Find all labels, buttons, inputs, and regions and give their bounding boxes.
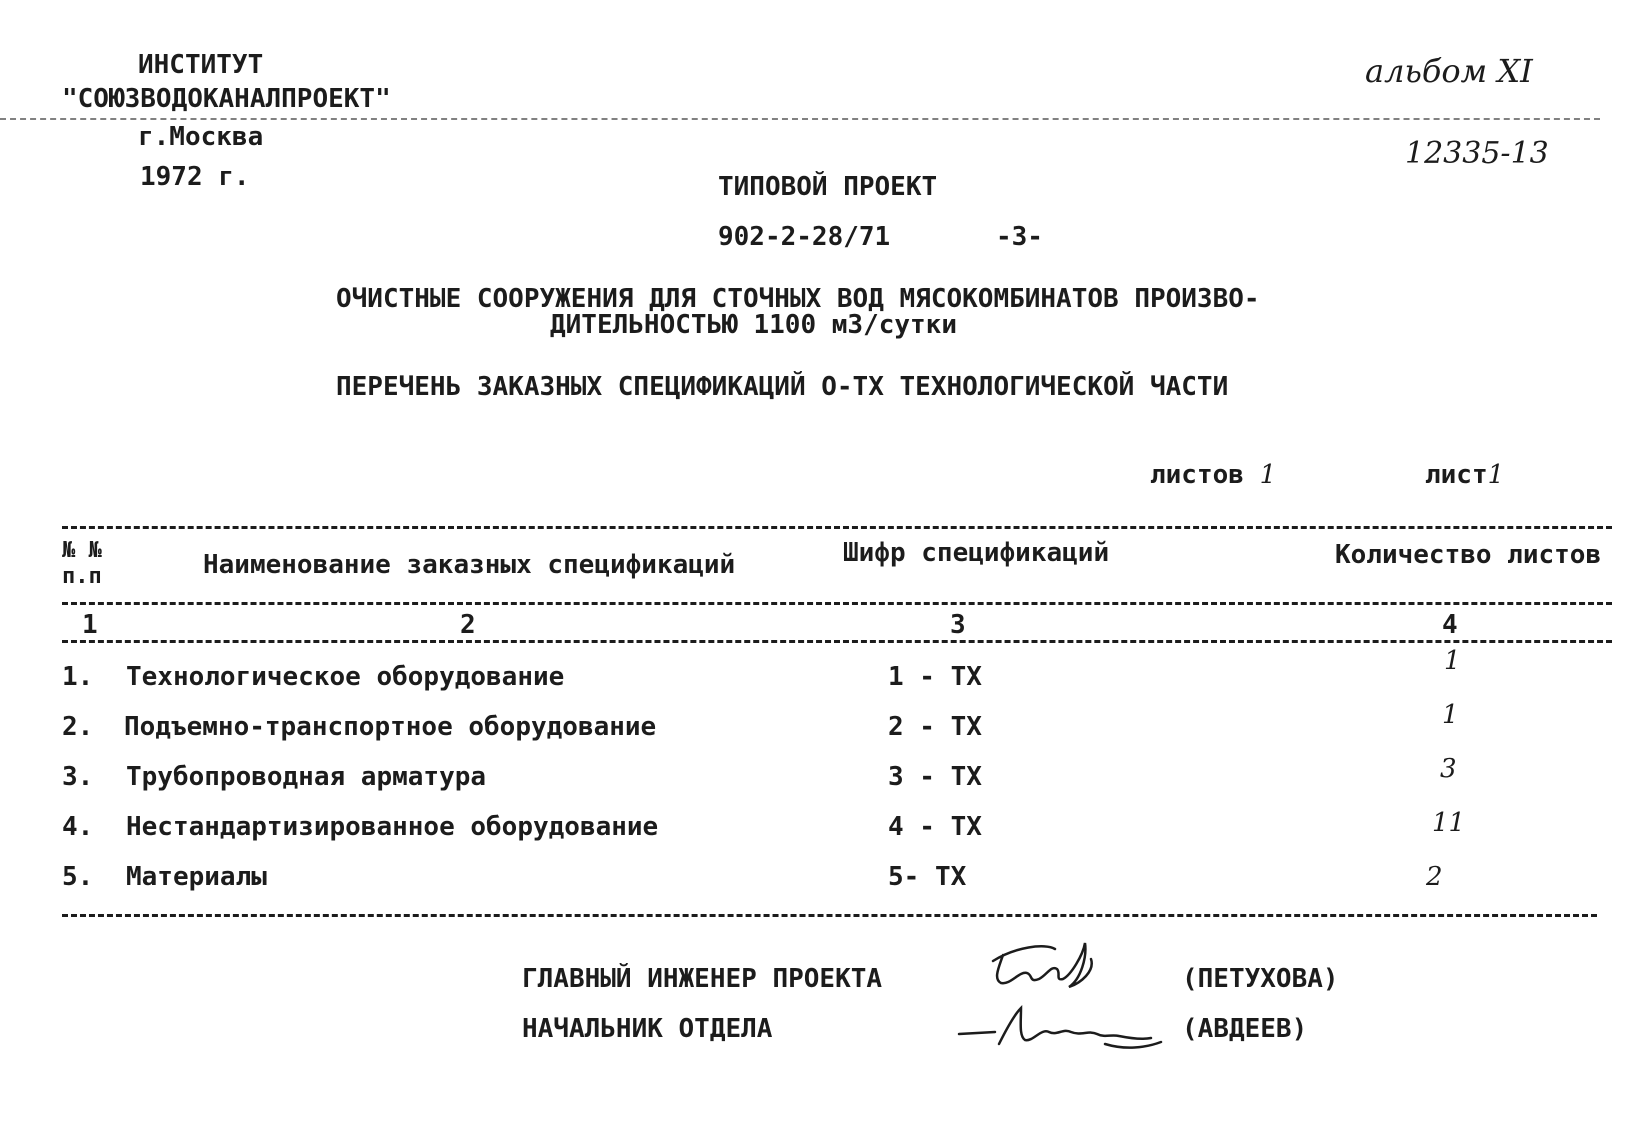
row-name: Трубопроводная арматура bbox=[126, 762, 487, 792]
col-number-1: 1 bbox=[82, 610, 98, 640]
dept-head-label: НАЧАЛЬНИК ОТДЕЛА bbox=[522, 1014, 773, 1044]
header-num bbox=[62, 538, 102, 590]
chief-engineer-label: ГЛАВНЫЙ ИНЖЕНЕР ПРОЕКТА bbox=[522, 964, 883, 994]
header-num-line1: № № bbox=[62, 538, 102, 563]
row-code: 1 - ТХ bbox=[888, 662, 982, 692]
city: г.Москва bbox=[138, 122, 264, 152]
row-count: 11 bbox=[1432, 808, 1466, 838]
row-code: 2 - ТХ bbox=[888, 712, 982, 742]
sheet-number bbox=[1425, 460, 1504, 490]
row-name: Технологическое оборудование bbox=[126, 662, 565, 692]
row-code: 4 - ТХ bbox=[888, 812, 982, 842]
album-number: 12335-13 bbox=[1405, 136, 1549, 171]
row-num: 3. bbox=[62, 762, 94, 792]
table-top-rule bbox=[62, 526, 1612, 529]
project-type: ТИПОВОЙ ПРОЕКТ bbox=[718, 172, 938, 202]
sheet-value: 1 bbox=[1487, 460, 1505, 490]
col-number-2: 2 bbox=[460, 610, 476, 640]
project-title-line1: ОЧИСТНЫЕ СООРУЖЕНИЯ ДЛЯ СТОЧНЫХ ВОД МЯСОКОМБИНАТОВ ПРОИЗВО- bbox=[336, 284, 1260, 314]
row-name: Материалы bbox=[126, 862, 267, 892]
row-num: 5. bbox=[62, 862, 94, 892]
row-count: 2 bbox=[1426, 862, 1443, 892]
project-title-line2: ДИТЕЛЬНОСТЬЮ 1100 м3/сутки bbox=[550, 310, 957, 340]
chief-engineer-name: (ПЕТУХОВА) bbox=[1182, 964, 1339, 994]
dept-head-name: (АВДЕЕВ) bbox=[1182, 1014, 1308, 1044]
row-count: 1 bbox=[1444, 646, 1461, 676]
sheet-label: лист bbox=[1425, 460, 1488, 490]
header-faint-rule bbox=[0, 118, 1600, 120]
institute-name: "СОЮЗВОДОКАНАЛПРОЕКТ" bbox=[62, 84, 391, 114]
album-label: альбом XI bbox=[1365, 52, 1533, 90]
col-number-4: 4 bbox=[1442, 610, 1458, 640]
table-bottom-rule bbox=[62, 914, 1597, 917]
year: 1972 г. bbox=[140, 162, 250, 192]
row-name: Нестандартизированное оборудование bbox=[126, 812, 659, 842]
header-code: Шифр спецификаций bbox=[843, 538, 1110, 568]
row-num: 1. bbox=[62, 662, 94, 692]
document-subtitle: ПЕРЕЧЕНЬ ЗАКАЗНЫХ СПЕЦИФИКАЦИЙ О-ТХ ТЕХНОЛОГИЧЕСКОЙ ЧАСТИ bbox=[336, 372, 1229, 402]
row-count: 1 bbox=[1442, 700, 1459, 730]
col-number-rule bbox=[62, 640, 1612, 643]
institute-line1: ИНСТИТУТ bbox=[138, 50, 264, 80]
row-num: 2. bbox=[62, 712, 94, 742]
header-bottom-rule bbox=[62, 602, 1612, 605]
page-number: -3- bbox=[996, 222, 1043, 252]
header-count: Количество листов bbox=[1335, 540, 1602, 570]
row-name: Подъемно-транспортное оборудование bbox=[124, 712, 657, 742]
dept-head-signature-icon bbox=[955, 998, 1165, 1058]
col-number-3: 3 bbox=[950, 610, 966, 640]
project-code: 902-2-28/71 bbox=[718, 222, 891, 252]
header-num-line2: п.п bbox=[62, 564, 102, 589]
total-sheets-label: листов bbox=[1150, 460, 1244, 490]
row-num: 4. bbox=[62, 812, 94, 842]
total-sheets-value: 1 bbox=[1259, 460, 1277, 490]
row-code: 5- ТХ bbox=[888, 862, 967, 892]
row-code: 3 - ТХ bbox=[888, 762, 982, 792]
chief-engineer-signature-icon bbox=[985, 935, 1105, 995]
total-sheets bbox=[1150, 460, 1276, 490]
header-name: Наименование заказных спецификаций bbox=[203, 550, 736, 580]
row-count: 3 bbox=[1440, 754, 1457, 784]
